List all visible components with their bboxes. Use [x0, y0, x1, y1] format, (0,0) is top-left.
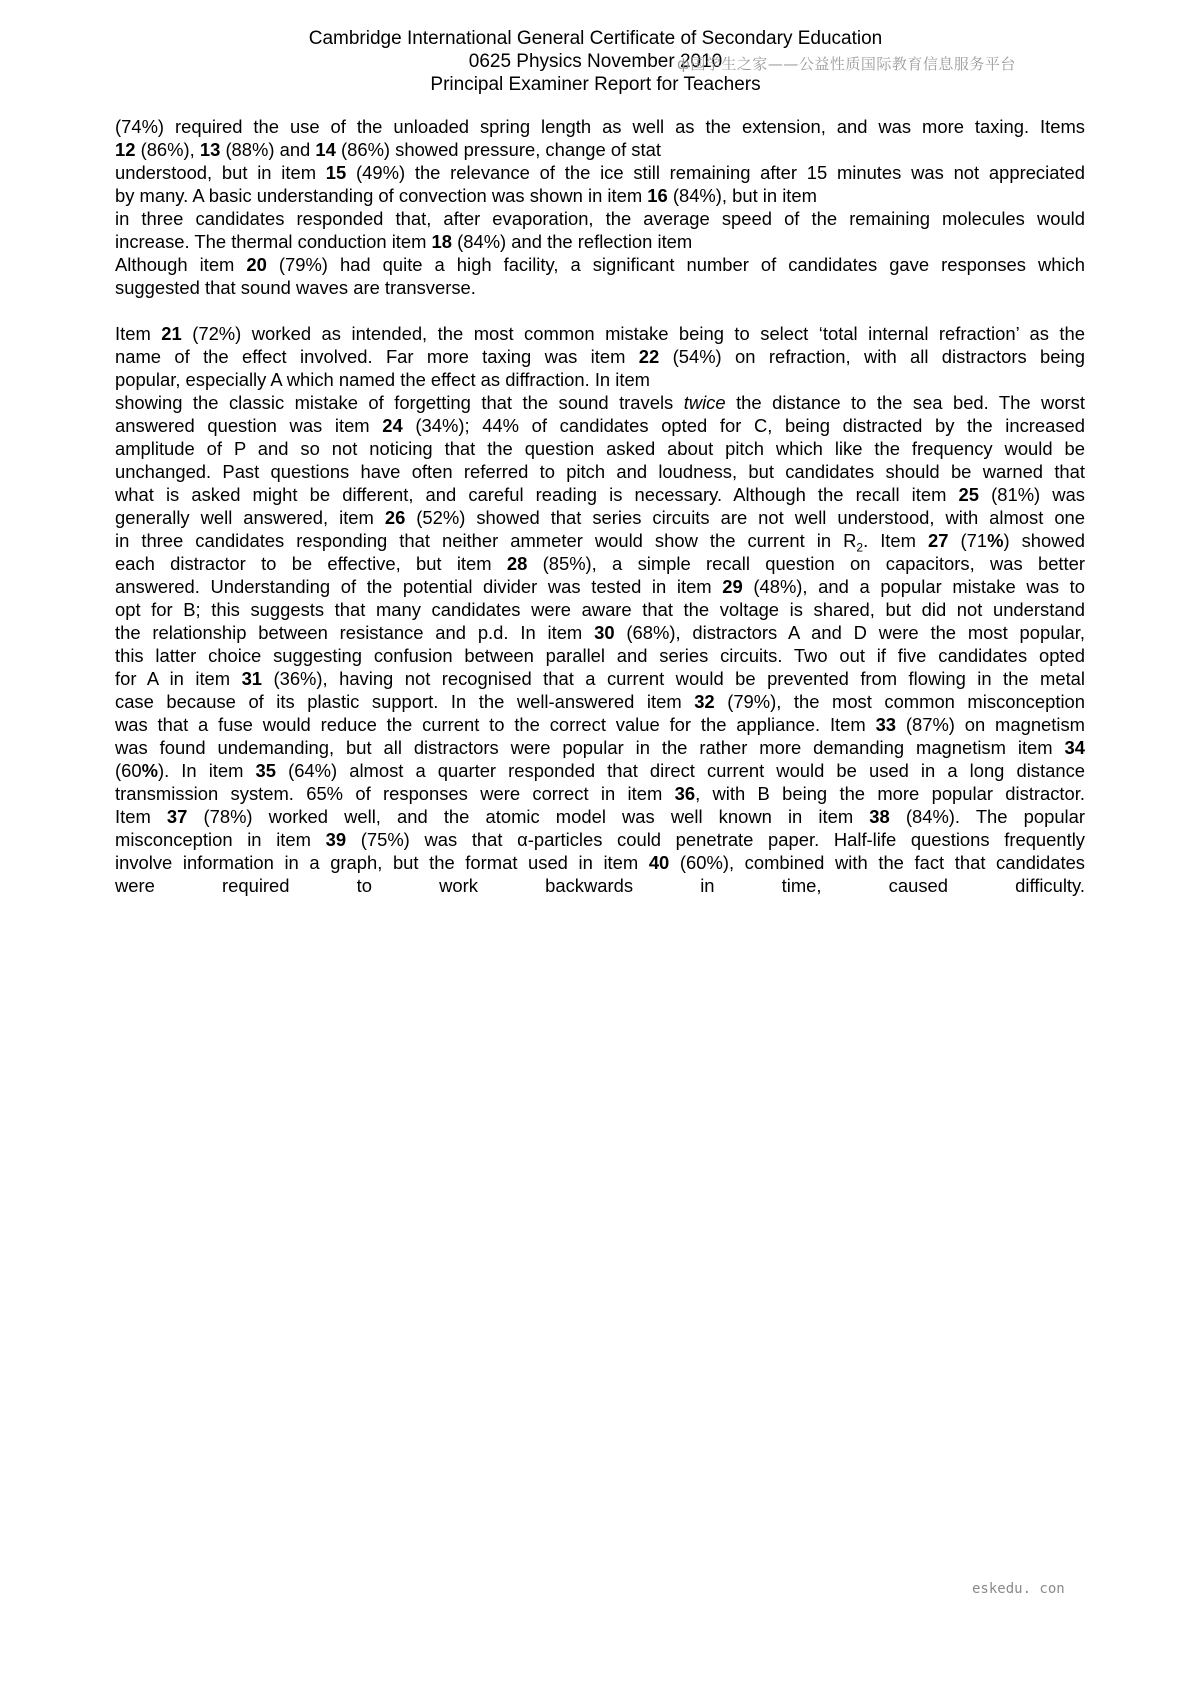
item-number: 21: [161, 323, 182, 344]
text-line: [115, 805, 1085, 828]
text-line: [115, 322, 1085, 345]
text-line: [115, 621, 1085, 644]
text-run: answered. Understanding of the potential divider was tested in item: [115, 576, 723, 597]
text-line: [115, 368, 1085, 391]
paragraph-2: [115, 322, 1085, 897]
text-line: [115, 736, 1085, 759]
text-run: (75%) was that α-particles could penetrate paper. Half-life questions frequently: [346, 829, 1085, 850]
text-run: (84%). The popular: [889, 806, 1085, 827]
item-number: 25: [958, 484, 979, 505]
text-run: (84%) and the reflection item: [452, 231, 693, 252]
text-run: (72%) worked as intended, the most common mistake being to select ‘total internal refraction’ as the: [181, 323, 1085, 344]
text-line: [115, 161, 1085, 184]
text-run: each distractor to be effective, but item: [115, 553, 507, 574]
item-number: 27: [928, 530, 949, 551]
header-line-report: Principal Examiner Report for Teachers: [430, 74, 761, 95]
text-run: amplitude of P and so not noticing that the question asked about pitch which like the frequency would be: [115, 438, 1085, 459]
text-run: misconception in item: [115, 829, 326, 850]
item-number: 28: [506, 553, 528, 574]
text-run: understood, but in item: [115, 162, 326, 183]
item-number: 30: [594, 622, 615, 643]
item-number: %: [987, 530, 1004, 551]
text-line: [115, 253, 1085, 276]
text-run: (71: [948, 530, 988, 551]
text-run: (64%) almost a quarter responded that direct current would be used in a long distance: [276, 760, 1085, 781]
item-number: 18: [431, 231, 453, 252]
text-run: generally well answered, item: [115, 507, 385, 528]
text-run: (60: [115, 760, 142, 781]
text-run: (87%) on magnetism: [896, 714, 1085, 735]
text-run: name of the effect involved. Far more taxing was item: [115, 346, 639, 367]
text-run: (85%), a simple recall question on capacitors, was better: [527, 553, 1085, 574]
text-run: (86%),: [135, 139, 200, 160]
text-line: [115, 851, 1085, 874]
text-run: increase. The thermal conduction item: [115, 231, 432, 252]
item-number: 33: [875, 714, 897, 735]
text-run: (36%), having not recognised that a current would be prevented from flowing in the metal: [262, 668, 1085, 689]
text-line: [115, 460, 1085, 483]
text-run: Item: [115, 806, 167, 827]
text-run: suggested that sound waves are transverse.: [115, 277, 476, 298]
text-line: [115, 667, 1085, 690]
item-number: %: [141, 760, 158, 781]
text-line: [115, 874, 1085, 897]
subscript: 2: [856, 540, 864, 552]
item-number: 38: [869, 806, 890, 827]
text-line: [115, 644, 1085, 667]
text-run: were required to work backwards in time, caused difficulty.: [115, 875, 1085, 896]
item-number: 39: [325, 829, 347, 850]
text-run: (79%) had quite a high facility, a significant number of candidates gave responses which: [266, 254, 1085, 275]
text-run: what is asked might be different, and careful reading is necessary. Although the recall item: [115, 484, 959, 505]
text-line: [115, 483, 1085, 506]
text-run: (49%) the relevance of the ice still remaining after 15 minutes was not appreciated: [346, 162, 1085, 183]
text-run: this latter choice suggesting confusion between parallel and series circuits. Two out if five candidates opted: [115, 645, 1085, 666]
text-run: (54%) on refraction, with all distractors being: [659, 346, 1085, 367]
text-run: (84%), but in item: [667, 185, 817, 206]
text-line: [115, 828, 1085, 851]
header-line-subject: 0625 Physics November 2010: [468, 51, 723, 72]
text-run: Item: [115, 323, 162, 344]
text-line: [115, 437, 1085, 460]
text-line: [115, 345, 1085, 368]
text-line: [115, 782, 1085, 805]
header-line-title: Cambridge International General Certificate of Secondary Education: [308, 28, 883, 49]
item-number: 32: [694, 691, 715, 712]
report-body: [115, 115, 1085, 897]
paragraph-gap: [115, 299, 1085, 322]
text-run: involve information in a graph, but the format used in item: [115, 852, 649, 873]
item-number: 35: [255, 760, 276, 781]
text-run: (79%), the most common misconception: [714, 691, 1085, 712]
text-run: twice: [683, 392, 726, 413]
item-number: 22: [638, 346, 660, 367]
text-run: , with B being the more popular distractor.: [695, 783, 1085, 804]
text-run: for A in item: [115, 668, 242, 689]
item-number: 31: [241, 668, 263, 689]
text-run: (60%), combined with the fact that candidates: [669, 852, 1085, 873]
text-run: was found undemanding, but all distractors were popular in the rather more demanding magnetism item: [115, 737, 1065, 758]
text-run: (34%); 44% of candidates opted for C, being distracted by the increased: [402, 415, 1085, 436]
text-run: (68%), distractors A and D were the most popular,: [614, 622, 1085, 643]
text-run: in three candidates responded that, after evaporation, the average speed of the remaining molecules would: [115, 208, 1085, 229]
text-run: opt for B; this suggests that many candidates were aware that the voltage is shared, but did not understand: [115, 599, 1085, 620]
item-number: 34: [1064, 737, 1085, 758]
item-number: 29: [722, 576, 743, 597]
text-line: [115, 276, 1085, 299]
text-run: the distance to the sea bed. The worst: [725, 392, 1085, 413]
item-number: 16: [647, 185, 668, 206]
text-run: showing the classic mistake of forgetting that the sound travels: [115, 392, 684, 413]
item-number: 13: [199, 139, 221, 160]
text-run: (88%) and: [220, 139, 316, 160]
paragraph-1: [115, 115, 1085, 299]
item-number: 24: [382, 415, 403, 436]
item-number: 40: [648, 852, 670, 873]
item-number: 12: [115, 139, 136, 160]
item-number: 36: [674, 783, 696, 804]
text-run: (74%) required the use of the unloaded spring length as well as the extension, and was more taxing. Items: [115, 116, 1085, 137]
text-run: answered question was item: [115, 415, 383, 436]
text-line: [115, 713, 1085, 736]
text-line: [115, 207, 1085, 230]
text-run: was that a fuse would reduce the current to the correct value for the appliance. Item: [115, 714, 876, 735]
text-line: [115, 529, 1085, 552]
text-run: case because of its plastic support. In the well-answered item: [115, 691, 695, 712]
item-number: 26: [384, 507, 406, 528]
text-line: [115, 414, 1085, 437]
text-run: Although item: [115, 254, 247, 275]
chinese-watermark: ф国学生之家——公益性质国际教育信息服务平台: [677, 55, 1016, 73]
text-line: [115, 690, 1085, 713]
text-line: [115, 115, 1085, 138]
text-run: popular, especially A which named the effect as diffraction. In item: [115, 369, 651, 390]
footer-watermark: eskedu. con: [972, 1581, 1065, 1597]
item-number: 14: [315, 139, 336, 160]
text-run: by many. A basic understanding of convection was shown in item: [115, 185, 648, 206]
text-line: [115, 598, 1085, 621]
item-number: 15: [325, 162, 347, 183]
text-run: (78%) worked well, and the atomic model was well known in item: [187, 806, 870, 827]
text-run: . Item: [863, 530, 928, 551]
text-line: [115, 230, 1085, 253]
text-line: [115, 552, 1085, 575]
text-run: in three candidates responding that neither ammeter would show the current in R: [115, 530, 857, 551]
text-run: the relationship between resistance and p.d. In item: [115, 622, 595, 643]
text-line: [115, 391, 1085, 414]
text-run: unchanged. Past questions have often referred to pitch and loudness, but candidates should be warned that: [115, 461, 1085, 482]
text-line: [115, 759, 1085, 782]
text-run: (86%) showed pressure, change of stat: [335, 139, 661, 160]
text-run: ). In item: [157, 760, 256, 781]
text-line: [115, 184, 1085, 207]
text-run: (52%) showed that series circuits are not well understood, with almost one: [405, 507, 1085, 528]
text-line: [115, 575, 1085, 598]
text-line: [115, 138, 1085, 161]
text-run: (81%) was: [979, 484, 1085, 505]
text-run: transmission system. 65% of responses were correct in item: [115, 783, 675, 804]
text-line: [115, 506, 1085, 529]
item-number: 37: [166, 806, 188, 827]
item-number: 20: [246, 254, 267, 275]
text-run: (48%), and a popular mistake was to: [742, 576, 1085, 597]
text-run: ) showed: [1003, 530, 1085, 551]
